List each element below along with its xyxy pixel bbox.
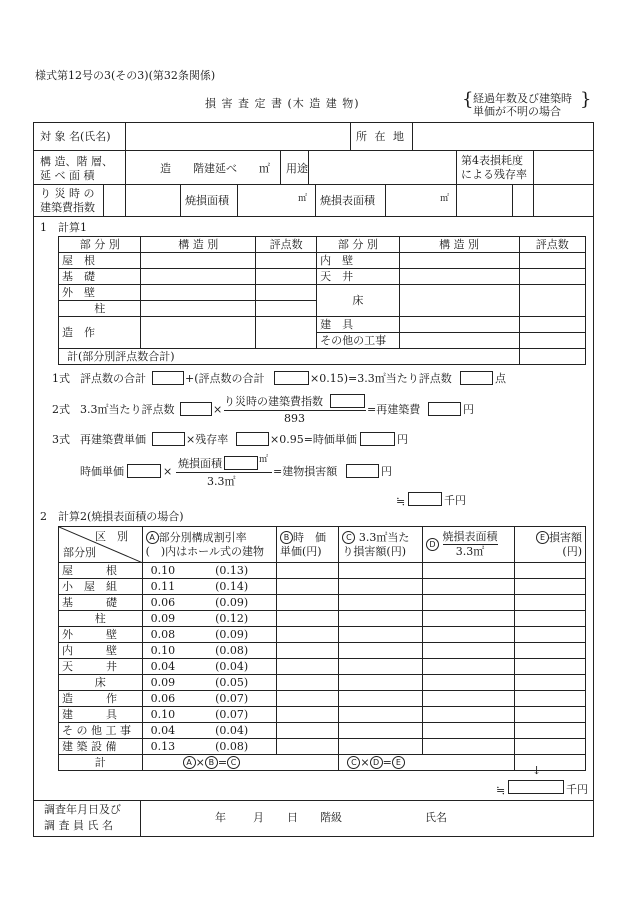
- col-header: 評点数: [256, 237, 317, 253]
- rate-value: 0.11: [150, 579, 176, 593]
- brace-left: {: [462, 89, 474, 110]
- part-label: そ の 他 工 事: [59, 723, 143, 739]
- formula2-a: 3.3㎡当たり評点数: [80, 403, 175, 416]
- total-label: 計(部分別評点数合計): [59, 349, 520, 365]
- structure-value[interactable]: 造 階建延べ ㎡: [160, 162, 270, 175]
- calc2-result-box[interactable]: [508, 780, 564, 794]
- divider: [125, 122, 126, 216]
- circle-b-icon: B: [280, 531, 293, 544]
- loss-amount-cell[interactable]: [515, 675, 586, 691]
- part-label: 小 屋 組: [59, 579, 143, 595]
- part-label: 床: [317, 285, 399, 317]
- structure-cell[interactable]: [399, 333, 519, 349]
- formula4-numer: 焼損面積: [178, 457, 222, 470]
- down-arrow-icon: ↓: [532, 764, 542, 777]
- formula4-box[interactable]: [346, 464, 379, 478]
- footer-day: 日: [287, 811, 298, 824]
- unit-price-cell[interactable]: [276, 643, 338, 659]
- hole-rate-value: (0.04): [215, 723, 249, 737]
- hole-rate-value: (0.09): [215, 627, 249, 641]
- op-times: ×: [195, 755, 205, 769]
- colD-header: [423, 527, 515, 563]
- divider: [385, 184, 386, 216]
- formula2-d: 円: [463, 403, 474, 416]
- part-label: 造 作: [59, 691, 143, 707]
- form-id: 様式第12号の3(その3)(第32条関係): [35, 69, 216, 82]
- unit-price-cell[interactable]: [276, 579, 338, 595]
- formula4-box[interactable]: [127, 464, 161, 478]
- unit-price-cell[interactable]: [276, 611, 338, 627]
- score-cell[interactable]: [256, 269, 317, 285]
- rate-cell: [142, 643, 276, 659]
- unit-price-cell[interactable]: [276, 659, 338, 675]
- area-ratio-cell[interactable]: [423, 611, 515, 627]
- colB-line1: 時 価: [292, 530, 326, 544]
- divider: [456, 150, 457, 216]
- score-cell[interactable]: [256, 301, 317, 317]
- hole-rate-value: (0.13): [215, 563, 249, 577]
- rate-cell: [142, 707, 276, 723]
- total-cell[interactable]: [519, 349, 585, 365]
- unit-price-cell[interactable]: [276, 691, 338, 707]
- rate-cell: [142, 627, 276, 643]
- part-label: 屋 根: [59, 253, 141, 269]
- circle-d-icon: D: [370, 756, 383, 769]
- table-row: [59, 739, 586, 755]
- loss-amount-cell[interactable]: [515, 643, 586, 659]
- loss-amount-cell[interactable]: [515, 563, 586, 579]
- diag-bottom-label: 部分別: [63, 546, 96, 559]
- divider: [308, 150, 309, 184]
- divider: [533, 150, 534, 216]
- calc1-result-box[interactable]: [408, 492, 442, 506]
- part-label: 床: [59, 675, 143, 691]
- loss-amount-cell[interactable]: [515, 723, 586, 739]
- formula3-box[interactable]: [236, 432, 269, 446]
- formula2-box[interactable]: [330, 394, 365, 408]
- formula3-a: 再建築費単価: [80, 433, 146, 446]
- part-label: 内 壁: [59, 643, 143, 659]
- area-ratio-cell[interactable]: [423, 675, 515, 691]
- title-note-1: 経過年数及び建築時: [473, 92, 572, 105]
- footer-rank: 階級: [320, 811, 342, 824]
- formula2-denom: 893: [284, 412, 305, 425]
- structure-cell[interactable]: [141, 269, 256, 285]
- rate-cell: [142, 723, 276, 739]
- loss-per-unit-cell[interactable]: [339, 643, 423, 659]
- table-row: [59, 595, 586, 611]
- circle-a-icon: A: [146, 531, 159, 544]
- area-ratio-cell[interactable]: [423, 723, 515, 739]
- formula1-box[interactable]: [152, 371, 184, 385]
- rate-value: 0.09: [150, 675, 176, 689]
- formula3-c: ×0.95=時価単価: [270, 433, 357, 446]
- unit-price-cell[interactable]: [276, 707, 338, 723]
- loss-amount-cell[interactable]: [515, 707, 586, 723]
- usage-label: 用途: [286, 162, 308, 175]
- approx-symbol: ≒: [396, 495, 406, 508]
- formula3-box[interactable]: [360, 432, 395, 446]
- hole-rate-value: (0.09): [215, 595, 249, 609]
- area-ratio-cell[interactable]: [423, 659, 515, 675]
- formula1-d: 点: [495, 372, 506, 385]
- circle-c-icon: C: [342, 531, 355, 544]
- page-title: 損 害 査 定 書 (木 造 建 物): [205, 97, 360, 110]
- structure-cell[interactable]: [399, 317, 519, 333]
- calc1-result-unit: 千円: [444, 494, 466, 507]
- op-times: ×: [360, 755, 370, 769]
- rate-value: 0.10: [150, 563, 176, 577]
- formula1-box[interactable]: [274, 371, 309, 385]
- target-label: 対 象 名(氏名): [40, 130, 111, 143]
- formula3-box[interactable]: [152, 432, 185, 446]
- score-cell[interactable]: [256, 285, 317, 301]
- table-row: [59, 611, 586, 627]
- title-note-2: 単価が不明の場合: [473, 105, 561, 118]
- structure-label-1: 構 造、階 層、: [40, 155, 113, 168]
- formula4-c: =建物損害額: [273, 465, 338, 478]
- rate-cell: [142, 611, 276, 627]
- structure-cell[interactable]: [399, 269, 519, 285]
- part-label: 外 壁: [59, 627, 143, 643]
- colB-line2: 単価(円): [279, 544, 322, 558]
- divider: [315, 184, 316, 216]
- circle-e-icon: E: [392, 756, 405, 769]
- circle-e-icon: E: [536, 531, 549, 544]
- area-ratio-cell[interactable]: [423, 627, 515, 643]
- residual-label-1: 第4表損耗度: [461, 154, 523, 167]
- formula1-box[interactable]: [460, 371, 493, 385]
- score-cell[interactable]: [519, 285, 585, 317]
- table-row: [59, 563, 586, 579]
- loss-per-unit-cell[interactable]: [339, 739, 423, 755]
- part-label: 天 井: [317, 269, 399, 285]
- unit-price-cell[interactable]: [276, 627, 338, 643]
- diag-top-label: 区 別: [95, 530, 128, 543]
- calc2-table: [58, 526, 586, 771]
- footer-name: 氏名: [425, 811, 447, 824]
- structure-cell[interactable]: [141, 253, 256, 269]
- part-label: 柱: [59, 301, 141, 317]
- score-cell[interactable]: [519, 269, 585, 285]
- structure-label-2: 延 べ 面 積: [40, 169, 95, 182]
- rate-value: 0.09: [150, 611, 176, 625]
- table-row: [59, 579, 586, 595]
- unit-price-cell[interactable]: [276, 723, 338, 739]
- area-ratio-cell[interactable]: [423, 739, 515, 755]
- footer-year: 年: [215, 811, 226, 824]
- colD-numer: 焼損表面積: [442, 530, 498, 543]
- hole-rate-value: (0.07): [215, 691, 249, 705]
- hole-rate-value: (0.14): [215, 579, 249, 593]
- area-ratio-cell[interactable]: [423, 563, 515, 579]
- colE-header: [515, 527, 586, 563]
- table-row: [59, 723, 586, 739]
- rate-cell: [142, 595, 276, 611]
- structure-cell[interactable]: [399, 285, 519, 317]
- area-ratio-cell[interactable]: [423, 595, 515, 611]
- rate-value: 0.06: [150, 595, 176, 609]
- divider: [33, 216, 594, 217]
- diagonal-header-cell: [59, 527, 143, 563]
- formula4-a: 時価単価: [80, 465, 124, 478]
- formula1-label: 1式: [52, 372, 70, 385]
- loss-amount-cell[interactable]: [515, 627, 586, 643]
- burnt-area-label: 焼損面積: [185, 194, 229, 207]
- colC-header: [339, 527, 423, 563]
- total-formula2: [339, 755, 515, 771]
- formula1-c: ×0.15)=3.3㎡当たり評点数: [310, 372, 452, 385]
- divider: [33, 150, 594, 151]
- rate-cell: [142, 659, 276, 675]
- table-row: [59, 691, 586, 707]
- part-label: 建 具: [317, 317, 399, 333]
- divider: [180, 184, 181, 216]
- location-label: 所 在 地: [356, 130, 406, 143]
- loss-amount-cell[interactable]: [515, 691, 586, 707]
- hole-rate-value: (0.05): [215, 675, 249, 689]
- loss-amount-cell[interactable]: [515, 739, 586, 755]
- loss-per-unit-cell[interactable]: [339, 579, 423, 595]
- col-header: 評点数: [519, 237, 585, 253]
- calc2-result-unit: 千円: [566, 783, 588, 796]
- fraction-bar: [224, 410, 366, 411]
- calc2-heading: 2 計算2(焼損表面積の場合): [40, 510, 184, 523]
- part-label: 柱: [59, 611, 143, 627]
- burnt-surface-label: 焼損表面積: [320, 194, 375, 207]
- part-label: 基 礎: [59, 269, 141, 285]
- formula1-a: 評点数の合計: [80, 372, 146, 385]
- formula4-d: 円: [381, 465, 392, 478]
- colB-header: [276, 527, 338, 563]
- table-row: [59, 675, 586, 691]
- rate-value: 0.06: [150, 691, 176, 705]
- part-label: 建 具: [59, 707, 143, 723]
- divider: [140, 800, 141, 837]
- table-row: [59, 627, 586, 643]
- divider: [280, 150, 281, 184]
- loss-amount-cell[interactable]: [515, 579, 586, 595]
- divider: [412, 122, 413, 150]
- unit-price-cell[interactable]: [276, 675, 338, 691]
- rate-value: 0.04: [150, 723, 176, 737]
- divider: [512, 184, 513, 216]
- part-label: 基 礎: [59, 595, 143, 611]
- divider: [103, 184, 104, 216]
- colE-line2: (円): [562, 544, 582, 558]
- formula2-b: ×: [213, 403, 223, 416]
- formula4-denom: 3.3㎡: [207, 475, 236, 488]
- divider: [33, 800, 594, 801]
- structure-cell[interactable]: [141, 285, 256, 301]
- col-header: 構 造 別: [399, 237, 519, 253]
- table-row: [59, 643, 586, 659]
- structure-cell[interactable]: [141, 317, 256, 349]
- calc2-total-label: 計: [59, 755, 143, 771]
- loss-amount-cell[interactable]: [515, 595, 586, 611]
- score-cell[interactable]: [519, 253, 585, 269]
- circle-d-icon: D: [426, 538, 439, 551]
- total-formula1: [142, 755, 339, 771]
- brace-right: }: [580, 89, 592, 110]
- part-label: 屋 根: [59, 563, 143, 579]
- rate-value: 0.10: [150, 643, 176, 657]
- residual-label-2: による残存率: [461, 168, 527, 181]
- op-equals: =: [382, 755, 392, 769]
- unit-price-cell[interactable]: [276, 739, 338, 755]
- approx-symbol: ≒: [496, 784, 506, 797]
- circle-c-icon: C: [347, 756, 360, 769]
- calc1-table: [58, 236, 586, 365]
- divider: [33, 184, 594, 185]
- divider: [350, 122, 351, 150]
- footer-label-1: 調査年月日及び: [44, 803, 121, 816]
- formula2-c: =再建築費: [367, 403, 421, 416]
- total-e-cell[interactable]: [515, 755, 586, 771]
- col-header: 部 分 別: [317, 237, 399, 253]
- loss-per-unit-cell[interactable]: [339, 675, 423, 691]
- structure-cell[interactable]: [399, 253, 519, 269]
- area-ratio-cell[interactable]: [423, 643, 515, 659]
- loss-per-unit-cell[interactable]: [339, 723, 423, 739]
- loss-per-unit-cell[interactable]: [339, 707, 423, 723]
- formula3-b: ×残存率: [186, 433, 229, 446]
- rate-cell: [142, 579, 276, 595]
- part-label: 天 井: [59, 659, 143, 675]
- table-row: [59, 659, 586, 675]
- col-header: 構 造 別: [141, 237, 256, 253]
- area-ratio-cell[interactable]: [423, 579, 515, 595]
- divider: [237, 184, 238, 216]
- formula2-label: 2式: [52, 403, 70, 416]
- score-cell[interactable]: [256, 317, 317, 349]
- burnt-area-unit: ㎡: [298, 194, 308, 204]
- rate-cell: [142, 563, 276, 579]
- part-label: 建 築 設 備: [59, 739, 143, 755]
- colD-denom: 3.3㎡: [455, 545, 485, 558]
- hole-rate-value: (0.04): [215, 659, 249, 673]
- rate-cell: [142, 675, 276, 691]
- op-equals: =: [217, 755, 228, 769]
- loss-per-unit-cell[interactable]: [339, 659, 423, 675]
- hole-rate-value: (0.12): [215, 611, 249, 625]
- loss-per-unit-cell[interactable]: [339, 691, 423, 707]
- footer-month: 月: [253, 811, 264, 824]
- colA-line1: 部分別構成割引率: [158, 530, 247, 544]
- formula2-box[interactable]: [180, 402, 212, 416]
- area-ratio-cell[interactable]: [423, 691, 515, 707]
- colC-line2: り損害額(円): [342, 544, 406, 558]
- colA-line2: ( )内はホール式の建物: [145, 544, 264, 558]
- burnt-surface-unit: ㎡: [440, 194, 450, 204]
- rate-value: 0.10: [150, 707, 176, 721]
- formula4-numer-unit: ㎡: [259, 455, 269, 465]
- table-row: [59, 707, 586, 723]
- hole-rate-value: (0.08): [215, 739, 249, 753]
- loss-per-unit-cell[interactable]: [339, 611, 423, 627]
- circle-b-icon: B: [205, 756, 218, 769]
- loss-per-unit-cell[interactable]: [339, 563, 423, 579]
- part-label: 外 壁: [59, 285, 141, 301]
- unit-price-cell[interactable]: [276, 563, 338, 579]
- loss-amount-cell[interactable]: [515, 611, 586, 627]
- formula1-b: +(評点数の合計: [185, 372, 265, 385]
- formula3-d: 円: [397, 433, 408, 446]
- hole-rate-value: (0.07): [215, 707, 249, 721]
- calc1-heading: 1 計算1: [40, 221, 87, 234]
- target-name-field[interactable]: [135, 131, 345, 145]
- part-label: 造 作: [59, 317, 141, 349]
- formula4-box[interactable]: [224, 456, 258, 470]
- col-header: 部 分 別: [59, 237, 141, 253]
- formula4-b: ×: [163, 465, 173, 478]
- rate-value: 0.04: [150, 659, 176, 673]
- loss-amount-cell[interactable]: [515, 659, 586, 675]
- score-cell[interactable]: [256, 253, 317, 269]
- disaster-label-2: 建築費指数: [40, 201, 95, 214]
- circle-a-icon: A: [183, 756, 196, 769]
- structure-cell[interactable]: [141, 301, 256, 317]
- area-ratio-cell[interactable]: [423, 707, 515, 723]
- rate-cell: [142, 691, 276, 707]
- formula2-box[interactable]: [428, 402, 461, 416]
- rate-value: 0.08: [150, 627, 176, 641]
- hole-rate-value: (0.08): [215, 643, 249, 657]
- unit-price-cell[interactable]: [276, 595, 338, 611]
- disaster-label-1: り 災 時 の: [40, 187, 95, 200]
- formula3-label: 3式: [52, 433, 70, 446]
- rate-value: 0.13: [150, 739, 176, 753]
- colA-header: [142, 527, 276, 563]
- score-cell[interactable]: [519, 317, 585, 333]
- part-label: 内 壁: [317, 253, 399, 269]
- colE-line1: 損害額: [549, 530, 582, 544]
- loss-per-unit-cell[interactable]: [339, 627, 423, 643]
- circle-c-icon: C: [227, 756, 240, 769]
- rate-cell: [142, 739, 276, 755]
- fraction-bar: [176, 472, 272, 473]
- formula2-numer: り災時の建築費指数: [224, 395, 323, 408]
- colC-line1: 3.3㎡当た: [358, 530, 410, 544]
- footer-label-2: 調 査 員 氏 名: [44, 819, 113, 832]
- loss-per-unit-cell[interactable]: [339, 595, 423, 611]
- part-label: その他の工事: [317, 333, 399, 349]
- score-cell[interactable]: [519, 333, 585, 349]
